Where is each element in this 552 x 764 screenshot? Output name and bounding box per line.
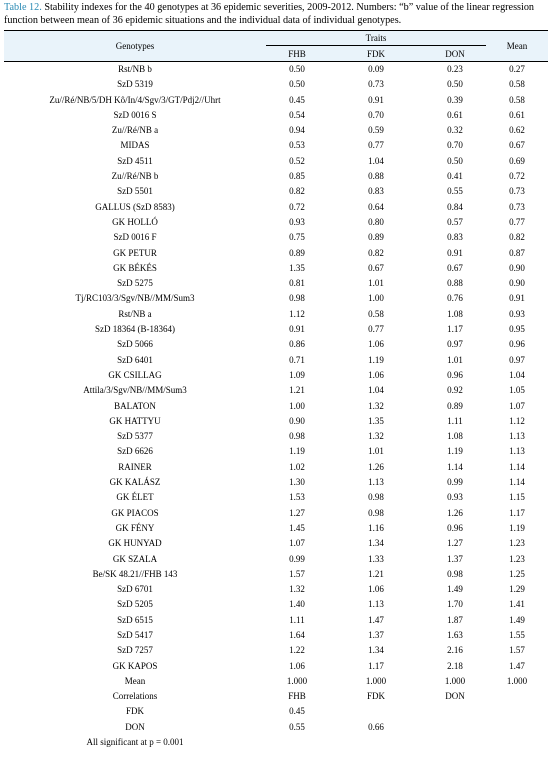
cell-mean: 0.82 — [509, 232, 525, 243]
table-row — [4, 613, 548, 628]
cell-fhb: 0.52 — [289, 155, 305, 166]
cell-mean: 1.19 — [509, 522, 525, 533]
cell-fhb: 1.21 — [289, 385, 305, 396]
cell-fhb: 1.000 — [286, 675, 308, 686]
correlations-body — [4, 689, 548, 750]
cell-fhb: 0.82 — [289, 186, 305, 197]
stability-table — [4, 30, 548, 750]
table-caption-text: Stability indexes for the 40 genotypes at 36 epidemic severities, 2009-2012. Numbers: “b” value of the linear regression function between mean of 36 epidemic situations and the individual data of individual genotypes. — [4, 2, 535, 26]
cell-mean: 1.14 — [509, 461, 525, 472]
table-row — [4, 582, 548, 597]
cell-mean: 0.27 — [509, 64, 525, 74]
cell-fdk: 1.13 — [368, 599, 384, 610]
cell-genotype: SzD 6701 — [117, 584, 153, 595]
table-row — [4, 536, 548, 551]
table-row — [4, 368, 548, 383]
cell-fhb: 1.32 — [289, 584, 305, 595]
cell-fdk: 1.06 — [368, 369, 384, 380]
cell-fdk: 0.89 — [368, 232, 384, 243]
cell-fhb: 1.27 — [289, 507, 305, 518]
cell-mean: 0.95 — [509, 324, 525, 335]
cell-genotype: GK SZALA — [112, 553, 158, 564]
cell-don: 0.91 — [447, 247, 463, 258]
empty-cell — [328, 735, 424, 750]
cell-fhb: 1.57 — [289, 568, 305, 579]
cell-genotype: RAINER — [118, 461, 152, 472]
cell-genotype: GK HATTYU — [109, 415, 161, 426]
cell-don: 1.19 — [447, 446, 463, 457]
cell-genotype: Mean — [124, 675, 146, 686]
correlations-header-cell: FHB — [288, 691, 306, 702]
cell-genotype: Be/SK 48.21//FHB 143 — [92, 568, 178, 579]
cell-mean: 0.93 — [509, 308, 525, 319]
cell-genotype: GK CSILLAG — [108, 369, 162, 380]
cell-fhb: 0.75 — [289, 232, 305, 243]
cell-fdk: 1.000 — [365, 675, 387, 686]
cell-fdk: 1.32 — [368, 431, 384, 442]
table-row — [4, 322, 548, 337]
cell-fdk: 1.01 — [368, 446, 384, 457]
cell-fdk: 1.19 — [368, 354, 384, 365]
correlations-header-cell: FDK — [366, 691, 385, 702]
cell-mean: 1.15 — [509, 492, 525, 503]
cell-genotype: GK KAPOS — [112, 660, 158, 671]
cell-don: 1.08 — [447, 431, 463, 442]
cell-fhb: 0.81 — [289, 278, 305, 289]
cell-fdk: 1.13 — [368, 477, 384, 488]
table-row — [4, 475, 548, 490]
cell-mean: 0.91 — [509, 293, 525, 304]
cell-fhb: 1.30 — [289, 477, 305, 488]
cell-fdk: 1.21 — [368, 568, 384, 579]
cell-mean: 1.07 — [509, 400, 525, 411]
cell-fhb: 0.99 — [289, 553, 305, 564]
table-row — [4, 154, 548, 169]
cell-fdk: 1.37 — [368, 629, 384, 640]
cell-don: 1.14 — [447, 461, 463, 472]
table-row — [4, 399, 548, 414]
column-header-fdk: FDK — [328, 46, 424, 62]
cell-fhb: 0.89 — [289, 247, 305, 258]
table-row — [4, 62, 548, 78]
cell-don: 0.92 — [447, 385, 463, 396]
correlations-cell — [328, 704, 424, 719]
cell-fdk: 0.88 — [368, 171, 384, 182]
cell-don: 1.01 — [447, 354, 463, 365]
cell-mean: 0.62 — [509, 125, 525, 136]
cell-fhb: 0.94 — [289, 125, 305, 136]
cell-don: 0.23 — [447, 64, 463, 74]
cell-genotype: GK ÉLET — [116, 492, 154, 503]
cell-fhb: 1.53 — [289, 492, 305, 503]
cell-mean: 1.04 — [509, 369, 525, 380]
cell-don: 1.17 — [447, 324, 463, 335]
table-row — [4, 215, 548, 230]
empty-cell — [266, 735, 328, 750]
cell-don: 2.18 — [447, 660, 463, 671]
cell-mean: 1.23 — [509, 538, 525, 549]
cell-genotype: Rst/NB b — [118, 64, 152, 74]
cell-fdk: 1.34 — [368, 645, 384, 656]
empty-cell — [424, 735, 486, 750]
correlations-cell: 0.55 — [289, 721, 305, 732]
cell-mean: 0.96 — [509, 339, 525, 350]
table-row — [4, 444, 548, 459]
cell-genotype: MIDAS — [120, 140, 150, 151]
cell-don: 0.89 — [447, 400, 463, 411]
correlations-cell: DON — [125, 721, 145, 732]
cell-mean: 0.69 — [509, 155, 525, 166]
table-row — [4, 276, 548, 291]
cell-fhb: 1.00 — [289, 400, 305, 411]
cell-fhb: 0.53 — [289, 140, 305, 151]
cell-fhb: 1.40 — [289, 599, 305, 610]
cell-fdk: 1.06 — [368, 339, 384, 350]
cell-don: 0.39 — [447, 94, 463, 105]
cell-mean: 1.14 — [509, 477, 525, 488]
cell-mean: 1.13 — [509, 446, 525, 457]
significance-note: All significant at p = 0.001 — [86, 737, 184, 748]
cell-fdk: 1.04 — [368, 385, 384, 396]
cell-don: 0.32 — [447, 125, 463, 136]
cell-don: 0.83 — [447, 232, 463, 243]
table-row — [4, 567, 548, 582]
cell-genotype: SzD 6626 — [117, 446, 153, 457]
cell-genotype: SzD 6515 — [117, 614, 153, 625]
table-row — [4, 169, 548, 184]
correlations-cell: 0.66 — [368, 721, 384, 732]
correlations-row — [4, 704, 548, 719]
cell-don: 1.63 — [447, 629, 463, 640]
cell-genotype: GK HUNYAD — [108, 538, 162, 549]
cell-genotype: SzD 0016 F — [113, 232, 157, 243]
cell-don: 0.93 — [447, 492, 463, 503]
cell-don: 0.55 — [447, 186, 463, 197]
cell-fdk: 1.17 — [368, 660, 384, 671]
table-row — [4, 123, 548, 138]
cell-genotype: SzD 5319 — [117, 79, 153, 90]
cell-genotype: SzD 5205 — [117, 599, 153, 610]
cell-don: 0.88 — [447, 278, 463, 289]
cell-genotype: SzD 6401 — [117, 354, 153, 365]
cell-mean: 0.73 — [509, 201, 525, 212]
cell-fdk: 0.80 — [368, 216, 384, 227]
column-header-fhb: FHB — [266, 46, 328, 62]
cell-fhb: 1.06 — [289, 660, 305, 671]
table-row — [4, 628, 548, 643]
table-caption — [4, 2, 548, 27]
table-row — [4, 659, 548, 674]
cell-don: 1.11 — [447, 415, 463, 426]
cell-mean: 1.23 — [509, 553, 525, 564]
cell-don: 0.70 — [447, 140, 463, 151]
cell-mean: 1.000 — [506, 675, 528, 686]
cell-fhb: 1.09 — [289, 369, 305, 380]
cell-fhb: 0.50 — [289, 79, 305, 90]
cell-mean: 1.47 — [509, 660, 525, 671]
cell-fhb: 1.07 — [289, 538, 305, 549]
cell-fdk: 0.64 — [368, 201, 384, 212]
cell-mean: 0.97 — [509, 354, 525, 365]
correlations-header-cell: DON — [445, 691, 465, 702]
cell-don: 0.76 — [447, 293, 463, 304]
table-row — [4, 291, 548, 306]
cell-genotype: SzD 5275 — [117, 278, 153, 289]
cell-don: 0.96 — [447, 522, 463, 533]
correlations-cell — [486, 720, 548, 735]
cell-genotype: GK PIACOS — [111, 507, 159, 518]
cell-mean: 0.87 — [509, 247, 525, 258]
cell-don: 0.50 — [447, 79, 463, 90]
cell-genotype: GK KALÁSZ — [109, 477, 161, 488]
cell-don: 0.41 — [447, 171, 463, 182]
cell-mean: 1.25 — [509, 568, 525, 579]
cell-genotype: SzD 5417 — [117, 629, 153, 640]
cell-fhb: 1.45 — [289, 522, 305, 533]
cell-don: 0.99 — [447, 477, 463, 488]
table-row — [4, 138, 548, 153]
cell-fdk: 1.26 — [368, 461, 384, 472]
table-row — [4, 414, 548, 429]
cell-fdk: 0.82 — [368, 247, 384, 258]
cell-mean: 0.72 — [509, 171, 525, 182]
cell-fhb: 0.98 — [289, 293, 305, 304]
cell-fdk: 0.98 — [368, 492, 384, 503]
cell-fdk: 1.00 — [368, 293, 384, 304]
cell-fdk: 1.04 — [368, 155, 384, 166]
cell-fdk: 0.73 — [368, 79, 384, 90]
cell-fhb: 0.90 — [289, 415, 305, 426]
table-row — [4, 521, 548, 536]
table-row — [4, 383, 548, 398]
cell-genotype: SzD 4511 — [117, 155, 153, 166]
cell-genotype: Zu//Ré/NB a — [111, 125, 159, 136]
table-row — [4, 93, 548, 108]
cell-don: 1.49 — [447, 584, 463, 595]
cell-don: 1.26 — [447, 507, 463, 518]
cell-mean: 1.12 — [509, 415, 525, 426]
cell-fdk: 0.98 — [368, 507, 384, 518]
cell-genotype: GK HOLLÓ — [112, 216, 158, 227]
table-row — [4, 597, 548, 612]
cell-mean: 1.05 — [509, 385, 525, 396]
cell-mean: 0.73 — [509, 186, 525, 197]
cell-fhb: 0.86 — [289, 339, 305, 350]
cell-fdk: 1.34 — [368, 538, 384, 549]
cell-fhb: 1.19 — [289, 446, 305, 457]
cell-fdk: 1.47 — [368, 614, 384, 625]
table-caption-label: Table 12. — [4, 2, 42, 13]
cell-mean: 0.58 — [509, 79, 525, 90]
correlations-header-row — [4, 689, 548, 704]
cell-fdk: 0.91 — [368, 94, 384, 105]
table-row — [4, 674, 548, 689]
cell-fdk: 0.67 — [368, 262, 384, 273]
table-row — [4, 337, 548, 352]
correlations-header-cell — [486, 689, 548, 704]
cell-fhb: 1.02 — [289, 461, 305, 472]
cell-genotype: SzD 5066 — [117, 339, 153, 350]
cell-mean: 0.90 — [509, 278, 525, 289]
cell-fhb: 1.35 — [289, 262, 305, 273]
table-row — [4, 506, 548, 521]
cell-don: 1.87 — [447, 614, 463, 625]
cell-genotype: SzD 5501 — [117, 186, 153, 197]
cell-genotype: Rst/NB a — [118, 308, 152, 319]
cell-don: 0.84 — [447, 201, 463, 212]
cell-fdk: 0.77 — [368, 140, 384, 151]
significance-note-row — [4, 735, 548, 750]
cell-fdk: 1.06 — [368, 584, 384, 595]
cell-mean: 0.67 — [509, 140, 525, 151]
table-row — [4, 77, 548, 92]
cell-fhb: 0.45 — [289, 94, 305, 105]
cell-fdk: 0.59 — [368, 125, 384, 136]
cell-fdk: 0.70 — [368, 109, 384, 120]
cell-fdk: 0.77 — [368, 324, 384, 335]
cell-fdk: 0.83 — [368, 186, 384, 197]
cell-don: 1.37 — [447, 553, 463, 564]
cell-genotype: Tj/RC103/3/Sgv/NB//MM/Sum3 — [75, 293, 195, 304]
table-row — [4, 108, 548, 123]
cell-don: 1.08 — [447, 308, 463, 319]
cell-mean: 1.13 — [509, 431, 525, 442]
cell-fdk: 1.35 — [368, 415, 384, 426]
cell-mean: 1.29 — [509, 584, 525, 595]
cell-fhb: 0.71 — [289, 354, 305, 365]
table-row — [4, 230, 548, 245]
cell-fdk: 1.16 — [368, 522, 384, 533]
table-row — [4, 460, 548, 475]
cell-fdk: 0.09 — [368, 64, 384, 74]
cell-fhb: 0.98 — [289, 431, 305, 442]
table-row — [4, 184, 548, 199]
cell-genotype: GALLUS (SzD 8583) — [95, 201, 175, 212]
cell-don: 1.27 — [447, 538, 463, 549]
cell-genotype: SzD 0016 S — [113, 109, 157, 120]
correlations-header-cell: Correlations — [112, 691, 158, 702]
cell-genotype: GK BÉKÉS — [113, 262, 157, 273]
cell-genotype: BALATON — [114, 400, 156, 411]
cell-fhb: 0.72 — [289, 201, 305, 212]
cell-don: 0.61 — [447, 109, 463, 120]
table-row — [4, 552, 548, 567]
correlations-cell: 0.45 — [289, 706, 305, 717]
cell-fdk: 1.33 — [368, 553, 384, 564]
correlations-cell — [486, 704, 548, 719]
table-body — [4, 62, 548, 690]
cell-don: 0.96 — [447, 369, 463, 380]
column-header-traits: Traits — [266, 31, 486, 46]
cell-genotype: SzD 18364 (B-18364) — [95, 324, 175, 335]
table-row — [4, 643, 548, 658]
cell-don: 0.67 — [447, 262, 463, 273]
cell-fhb: 1.12 — [289, 308, 305, 319]
cell-mean: 0.90 — [509, 262, 525, 273]
cell-genotype: Attila/3/Sgv/NB//MM/Sum3 — [83, 385, 187, 396]
cell-fhb: 1.22 — [289, 645, 305, 656]
cell-fdk: 1.32 — [368, 400, 384, 411]
cell-don: 0.98 — [447, 568, 463, 579]
cell-mean: 1.17 — [509, 507, 525, 518]
cell-don: 0.97 — [447, 339, 463, 350]
cell-mean: 1.49 — [509, 614, 525, 625]
cell-genotype: SzD 5377 — [117, 431, 153, 442]
cell-mean: 0.61 — [509, 109, 525, 120]
table-row — [4, 490, 548, 505]
cell-don: 2.16 — [447, 645, 463, 656]
column-header-mean: Mean — [486, 31, 548, 62]
cell-fhb: 0.50 — [289, 64, 305, 74]
column-header-genotypes: Genotypes — [4, 31, 266, 62]
table-row — [4, 429, 548, 444]
empty-cell — [486, 735, 548, 750]
cell-fhb: 1.11 — [289, 614, 305, 625]
cell-fhb: 0.93 — [289, 216, 305, 227]
table-row — [4, 200, 548, 215]
cell-fdk: 1.01 — [368, 278, 384, 289]
cell-don: 0.57 — [447, 216, 463, 227]
correlations-cell — [424, 704, 486, 719]
table-row — [4, 353, 548, 368]
cell-don: 1.000 — [444, 675, 466, 686]
cell-fhb: 0.54 — [289, 109, 305, 120]
correlations-cell — [424, 720, 486, 735]
cell-genotype: Zu//Ré/NB b — [111, 171, 159, 182]
cell-fdk: 0.58 — [368, 308, 384, 319]
cell-mean: 0.77 — [509, 216, 525, 227]
cell-genotype: GK PETUR — [113, 247, 157, 258]
cell-genotype: GK FÉNY — [115, 522, 155, 533]
cell-genotype: Zu//Ré/NB/5/DH Kô/In/4/Sgv/3/GT/Pdj2//Uhrt — [49, 94, 221, 105]
cell-mean: 1.41 — [509, 599, 525, 610]
cell-fhb: 0.85 — [289, 171, 305, 182]
correlations-row — [4, 720, 548, 735]
cell-mean: 1.57 — [509, 645, 525, 656]
cell-don: 0.50 — [447, 155, 463, 166]
cell-mean: 0.58 — [509, 94, 525, 105]
table-row — [4, 246, 548, 261]
cell-don: 1.70 — [447, 599, 463, 610]
correlations-cell: FDK — [125, 706, 144, 717]
cell-fhb: 0.91 — [289, 324, 305, 335]
table-row — [4, 261, 548, 276]
table-row — [4, 307, 548, 322]
cell-fhb: 1.64 — [289, 629, 305, 640]
column-header-don: DON — [424, 46, 486, 62]
cell-mean: 1.55 — [509, 629, 525, 640]
cell-genotype: SzD 7257 — [117, 645, 153, 656]
